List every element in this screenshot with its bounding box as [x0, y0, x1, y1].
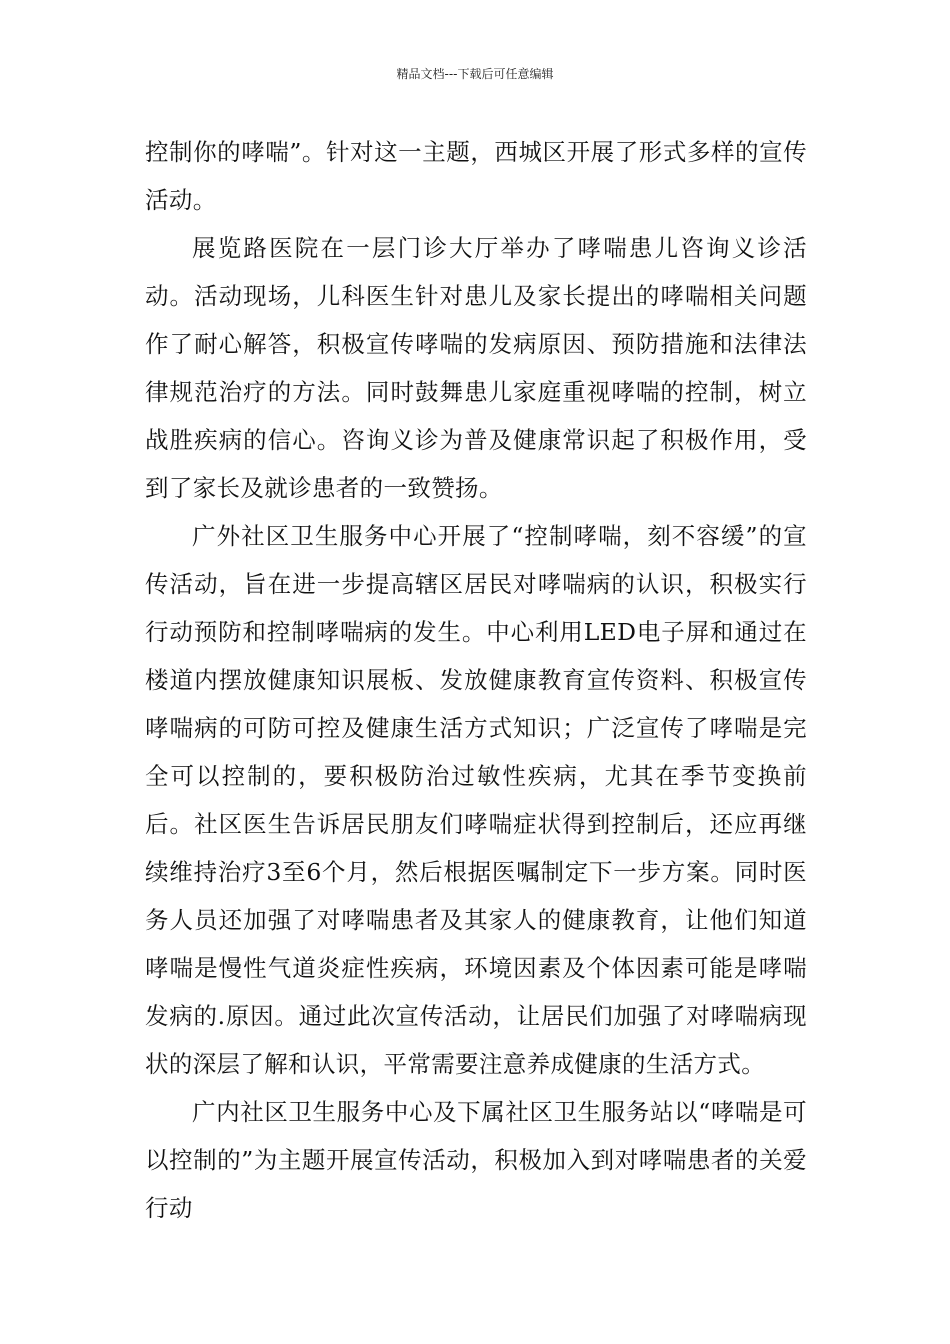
- paragraph-guangnei-community: 广内社区卫生服务中心及下属社区卫生服务站以“哮喘是可以控制的”为主题开展宣传活动，积极加入到对哮喘患者的关爱行动: [145, 1098, 807, 1222]
- paragraph-continuation: 控制你的哮喘”。针对这一主题，西城区开展了形式多样的宣传活动。: [145, 138, 807, 214]
- paragraph-guangwai-community: 广外社区卫生服务中心开展了“控制哮喘，刻不容缓”的宣传活动，旨在进一步提高辖区居民对哮喘病的认识，积极实行行动预防和控制哮喘病的发生。中心利用LED电子屏和通过在楼道内摆放健康知识展板、发放健康教育宣传资料、积极宣传哮喘病的可防可控及健康生活方式知识；广泛宣传了哮喘是完全可以控制的，要积极防治过敏性疾病，尤其在季节变换前后。社区医生告诉居民朋友们哮喘症状得到控制后，还应再继续维持治疗3至6个月，然后根据医嘱制定下一步方案。同时医务人员还加强了对哮喘患者及其家人的健康教育，让他们知道哮喘是慢性气道炎症性疾病，环境因素及个体因素可能是哮喘发病的.原因。通过此次宣传活动，让居民们加强了对哮喘病现状的深层了解和认识，平常需要注意养成健康的生活方式。: [145, 522, 807, 1078]
- paragraph-zhanlanlu-hospital: 展览路医院在一层门诊大厅举办了哮喘患儿咨询义诊活动。活动现场，儿科医生针对患儿及家长提出的哮喘相关问题作了耐心解答，积极宣传哮喘的发病原因、预防措施和法律法律规范治疗的方法。同时鼓舞患儿家庭重视哮喘的控制，树立战胜疾病的信心。咨询义诊为普及健康常识起了积极作用，受到了家长及就诊患者的一致赞扬。: [145, 234, 807, 502]
- page-header-note: 精品文档---下载后可任意编辑: [396, 67, 554, 81]
- document-body: [145, 128, 807, 1232]
